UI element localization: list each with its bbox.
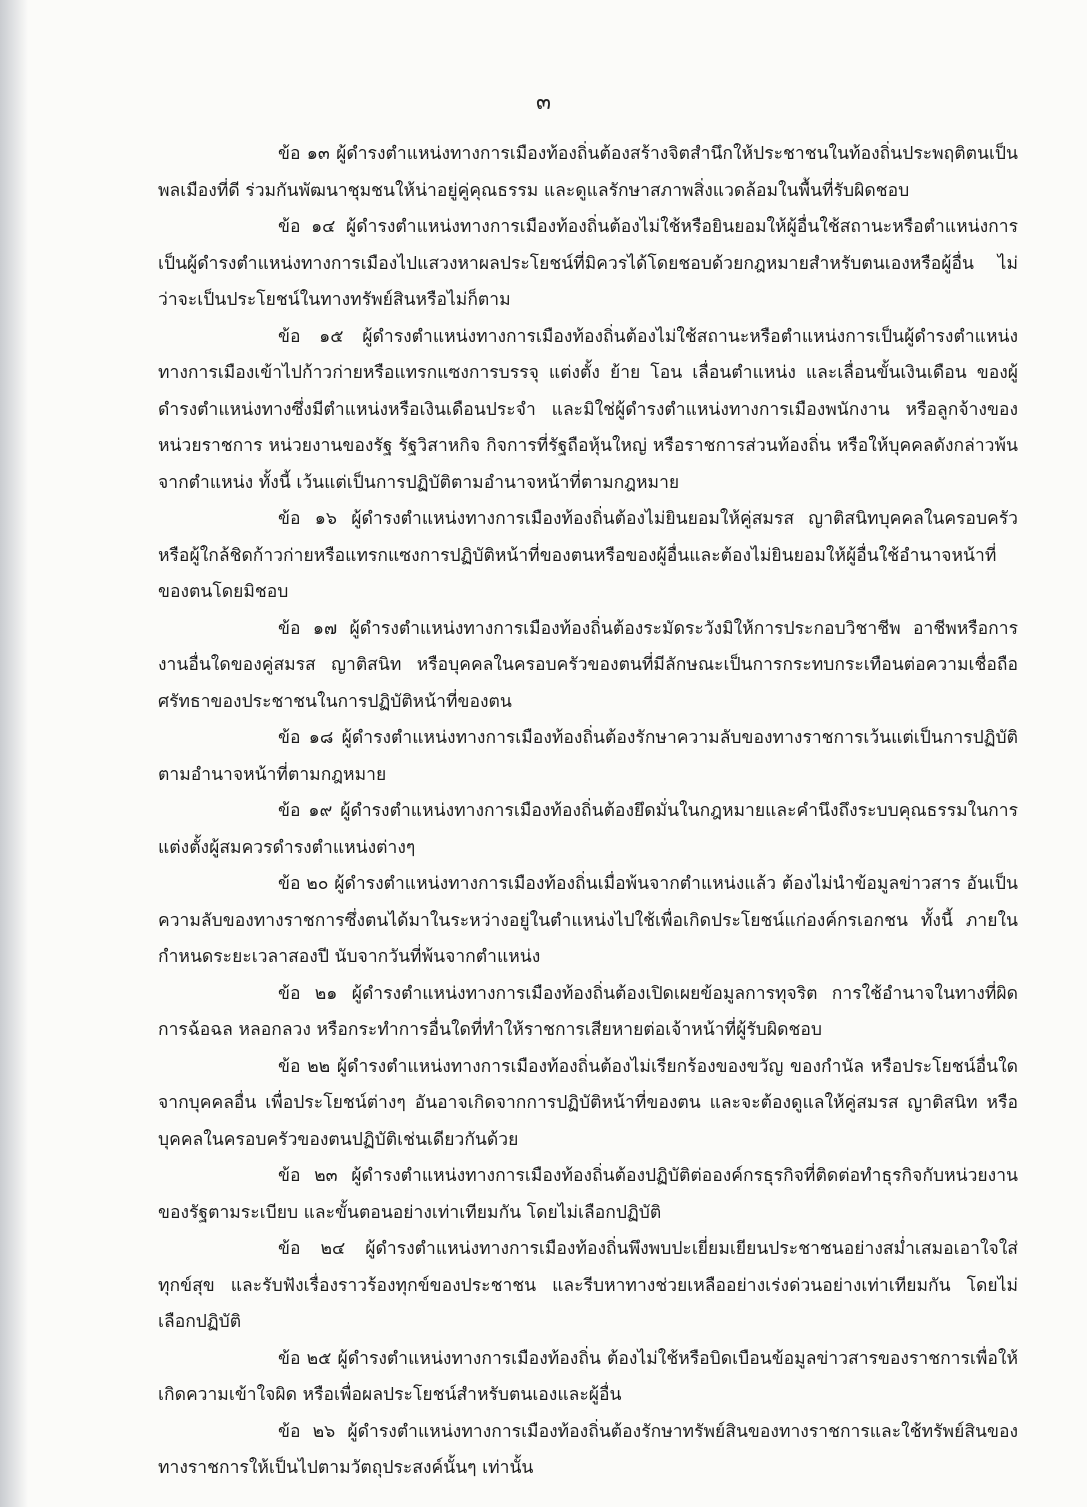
clause-17: ข้อ ๑๗ ผู้ดำรงตำแหน่งทางการเมืองท้องถิ่นต้องระมัดระวังมิให้การประกอบวิชาชีพ อาชีพหรือการงานอื่นใดของคู่สมรส ญาติสนิท หรือบุคคลในครอบครัวของตนที่มีลักษณะเป็นการกระทบกระเทือนต่อความเชื่อถือศรัทธาของประชาชนในการปฏิบัติหน้าที่ของตน <box>158 618 1018 712</box>
clause-16: ข้อ ๑๖ ผู้ดำรงตำแหน่งทางการเมืองท้องถิ่นต้องไม่ยินยอมให้คู่สมรส ญาติสนิทบุคคลในครอบครัวหรือผู้ใกล้ชิดก้าวก่ายหรือแทรกแซงการปฏิบัติหน้าที่ของตนหรือของผู้อื่นและต้องไม่ยินยอมให้ผู้อื่นใช้อำนาจหน้าที่ของตนโดยมิชอบ <box>158 509 1018 602</box>
clause-24: ข้อ ๒๔ ผู้ดำรงตำแหน่งทางการเมืองท้องถิ่นพึงพบปะเยี่ยมเยียนประชาชนอย่างสม่ำเสมอเอาใจใส่ทุกข์สุข และรับฟังเรื่องราวร้องทุกข์ของประชาชน และรีบหาทางช่วยเหลืออย่างเร่งด่วนอย่างเท่าเทียมกัน โดยไม่เลือกปฏิบัติ <box>158 1239 1018 1332</box>
clause-21: ข้อ ๒๑ ผู้ดำรงตำแหน่งทางการเมืองท้องถิ่นต้องเปิดเผยข้อมูลการทุจริต การใช้อำนาจในทางที่ผิด การฉ้อฉล หลอกลวง หรือกระทำการอื่นใดที่ทำให้ราชการเสียหายต่อเจ้าหน้าที่ผู้รับผิดชอบ <box>158 983 1018 1040</box>
clause-14: ข้อ ๑๔ ผู้ดำรงตำแหน่งทางการเมืองท้องถิ่นต้องไม่ใช้หรือยินยอมให้ผู้อื่นใช้สถานะหรือตำแหน่งการเป็นผู้ดำรงตำแหน่งทางการเมืองไปแสวงหาผลประโยชน์ที่มิควรได้โดยชอบด้วยกฎหมายสำหรับตนเองหรือผู้อื่น ไม่ว่าจะเป็นประโยชน์ในทางทรัพย์สินหรือไม่ก็ตาม <box>158 217 1018 310</box>
page-edge-shadow <box>0 0 28 1507</box>
clause-18: ข้อ ๑๘ ผู้ดำรงตำแหน่งทางการเมืองท้องถิ่นต้องรักษาความลับของทางราชการเว้นแต่เป็นการปฏิบัติตามอำนาจหน้าที่ตามกฎหมาย <box>158 728 1018 785</box>
page-number: ๓ <box>535 90 552 115</box>
clause-19: ข้อ ๑๙ ผู้ดำรงตำแหน่งทางการเมืองท้องถิ่นต้องยึดมั่นในกฎหมายและคำนึงถึงระบบคุณธรรมในการแต่งตั้งผู้สมควรดำรงตำแหน่งต่างๆ <box>158 801 1018 858</box>
clause-26: ข้อ ๒๖ ผู้ดำรงตำแหน่งทางการเมืองท้องถิ่นต้องรักษาทรัพย์สินของทางราชการและใช้ทรัพย์สินของทางราชการให้เป็นไปตามวัตถุประสงค์นั้นๆ เท่านั้น <box>158 1421 1018 1478</box>
clause-25: ข้อ ๒๕ ผู้ดำรงตำแหน่งทางการเมืองท้องถิ่น ต้องไม่ใช้หรือบิดเบือนข้อมูลข่าวสารของราชการเพื่อให้เกิดความเข้าใจผิด หรือเพื่อผลประโยชน์สำหรับตนเองและผู้อื่น <box>158 1348 1018 1405</box>
clause-15: ข้อ ๑๕ ผู้ดำรงตำแหน่งทางการเมืองท้องถิ่นต้องไม่ใช้สถานะหรือตำแหน่งการเป็นผู้ดำรงตำแหน่งทางการเมืองเข้าไปก้าวก่ายหรือแทรกแซงการบรรจุ แต่งตั้ง ย้าย โอน เลื่อนตำแหน่ง และเลื่อนขั้นเงินเดือน ของผู้ดำรงตำแหน่งทางซึ่งมีตำแหน่งหรือเงินเดือนประจำ และมิใช่ผู้ดำรงตำแหน่งทางการเมืองพนักงาน หรือลูกจ้างของหน่วยราชการ หน่วยงานของรัฐ รัฐวิสาหกิจ กิจการที่รัฐถือหุ้นใหญ่ หรือราชการส่วนท้องถิ่น หรือให้บุคคลดังกล่าวพ้นจากตำแหน่ง ทั้งนี้ เว้นแต่เป็นการปฏิบัติตามอำนาจหน้าที่ตามกฎหมาย <box>158 326 1018 493</box>
clause-22: ข้อ ๒๒ ผู้ดำรงตำแหน่งทางการเมืองท้องถิ่นต้องไม่เรียกร้องของขวัญ ของกำนัล หรือประโยชน์อื่นใดจากบุคคลอื่น เพื่อประโยชน์ต่างๆ อันอาจเกิดจากการปฏิบัติหน้าที่ของตน และจะต้องดูแลให้คู่สมรส ญาติสนิท หรือบุคคลในครอบครัวของตนปฏิบัติเช่นเดียวกันด้วย <box>158 1056 1018 1150</box>
clause-23: ข้อ ๒๓ ผู้ดำรงตำแหน่งทางการเมืองท้องถิ่นต้องปฏิบัติต่อองค์กรธุรกิจที่ติดต่อทำธุรกิจกับหน่วยงานของรัฐตามระเบียบ และขั้นตอนอย่างเท่าเทียมกัน โดยไม่เลือกปฏิบัติ <box>158 1166 1018 1223</box>
clause-13: ข้อ ๑๓ ผู้ดำรงตำแหน่งทางการเมืองท้องถิ่นต้องสร้างจิตสำนึกให้ประชาชนในท้องถิ่นประพฤติตนเป็นพลเมืองที่ดี ร่วมกันพัฒนาชุมชนให้น่าอยู่คู่คุณธรรม และดูแลรักษาสภาพสิ่งแวดล้อมในพื้นที่รับผิดชอบ <box>158 144 1018 201</box>
clause-list <box>158 136 1018 1487</box>
clause-20: ข้อ ๒๐ ผู้ดำรงตำแหน่งทางการเมืองท้องถิ่นเมื่อพ้นจากตำแหน่งแล้ว ต้องไม่นำข้อมูลข่าวสาร อันเป็นความลับของทางราชการซึ่งตนได้มาในระหว่างอยู่ในตำแหน่งไปใช้เพื่อเกิดประโยชน์แก่องค์กรเอกชน ทั้งนี้ ภายในกำหนดระยะเวลาสองปี นับจากวันที่พ้นจากตำแหน่ง <box>158 874 1018 967</box>
